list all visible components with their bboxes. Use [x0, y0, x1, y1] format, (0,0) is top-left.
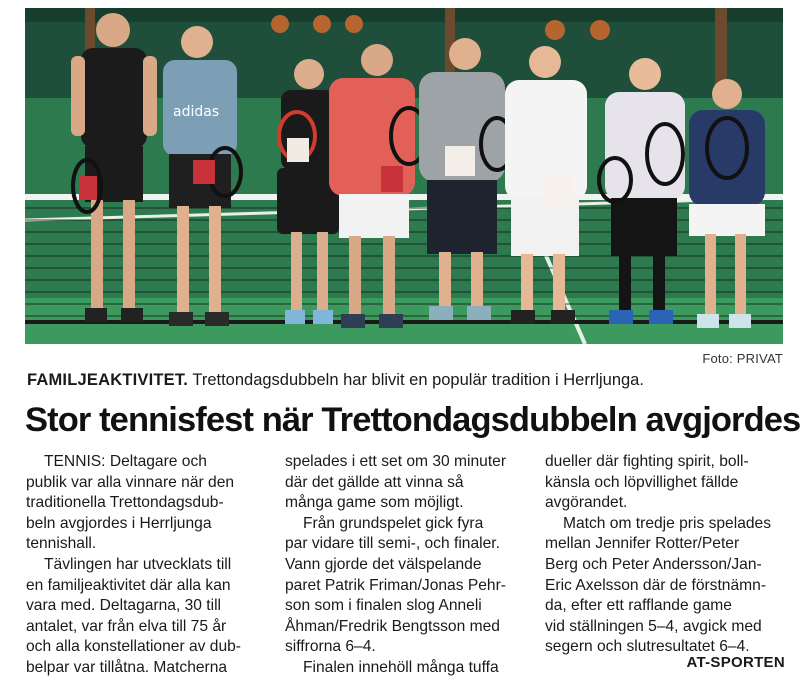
- article-byline: AT-SPORTEN: [686, 654, 785, 671]
- body-line: beln avgjordes i Herrljunga: [26, 514, 212, 532]
- body-line: segern och slutresultatet 6–4.: [545, 638, 750, 656]
- body-line: tennishall.: [26, 535, 97, 553]
- body-line: par vidare till semi-, och finaler.: [285, 535, 500, 553]
- photo-caption: [27, 370, 787, 390]
- body-line: många game som möjligt.: [285, 494, 464, 512]
- photo-credit: Foto: PRIVAT: [702, 351, 783, 366]
- body-line: dueller där fighting spirit, boll-: [545, 453, 749, 470]
- body-line: en familjeaktivitet där alla kan: [26, 576, 231, 594]
- article-column-1: [26, 452, 271, 679]
- article-column-2: [285, 452, 530, 679]
- body-line: Åhman/Fredrik Bengtsson med: [285, 617, 500, 635]
- body-line: känsla och löpvillighet fällde: [545, 473, 739, 491]
- body-line: Finalen innehöll många tuffa: [303, 658, 499, 676]
- adidas-shirt-text: adidas: [173, 104, 220, 120]
- body-line: vara med. Deltagarna, 30 till: [26, 597, 222, 615]
- body-line: spelades i ett set om 30 minuter: [285, 453, 507, 470]
- caption-kicker: FAMILJEAKTIVITET.: [27, 371, 189, 389]
- body-line: Från grundspelet gick fyra: [303, 514, 484, 532]
- article-column-3: [545, 452, 790, 658]
- body-line: mellan Jennifer Rotter/Peter: [545, 535, 740, 553]
- body-line: publik var alla vinnare när den: [26, 473, 235, 491]
- body-line: paret Patrik Friman/Jonas Pehr-: [285, 576, 506, 594]
- body-line: son som i finalen slog Anneli: [285, 597, 482, 615]
- article-photo: [25, 8, 783, 344]
- article-headline: Stor tennisfest när Trettondagsdubbeln avgjordes: [25, 401, 801, 439]
- body-line: da, efter ett rafflande game: [545, 597, 732, 615]
- body-line: Eric Axelsson där de förstnämn-: [545, 576, 767, 594]
- body-line: siffrorna 6–4.: [285, 638, 376, 656]
- body-line: Match om tredje pris spelades: [563, 514, 772, 532]
- body-line: där det gällde att vinna så: [285, 473, 464, 491]
- body-line: vid ställningen 5–4, avgick med: [545, 617, 762, 635]
- body-line: TENNIS: Deltagare och: [44, 453, 207, 470]
- body-line: avgörandet.: [545, 494, 628, 512]
- body-line: Berg och Peter Andersson/Jan-: [545, 555, 762, 573]
- body-line: traditionella Trettondagsdub-: [26, 494, 224, 512]
- caption-text: Trettondagsdubbeln har blivit en populär tradition i Herrljunga.: [188, 371, 644, 389]
- body-line: Tävlingen har utvecklats till: [44, 555, 232, 573]
- body-line: belpar var tillåtna. Matcherna: [26, 658, 228, 676]
- body-line: antalet, var från elva till 75 år: [26, 617, 227, 635]
- tennis-group-photo: [25, 8, 783, 344]
- body-line: Vann gjorde det välspelande: [285, 555, 482, 573]
- body-line: och alla konstellationer av dub-: [26, 638, 241, 656]
